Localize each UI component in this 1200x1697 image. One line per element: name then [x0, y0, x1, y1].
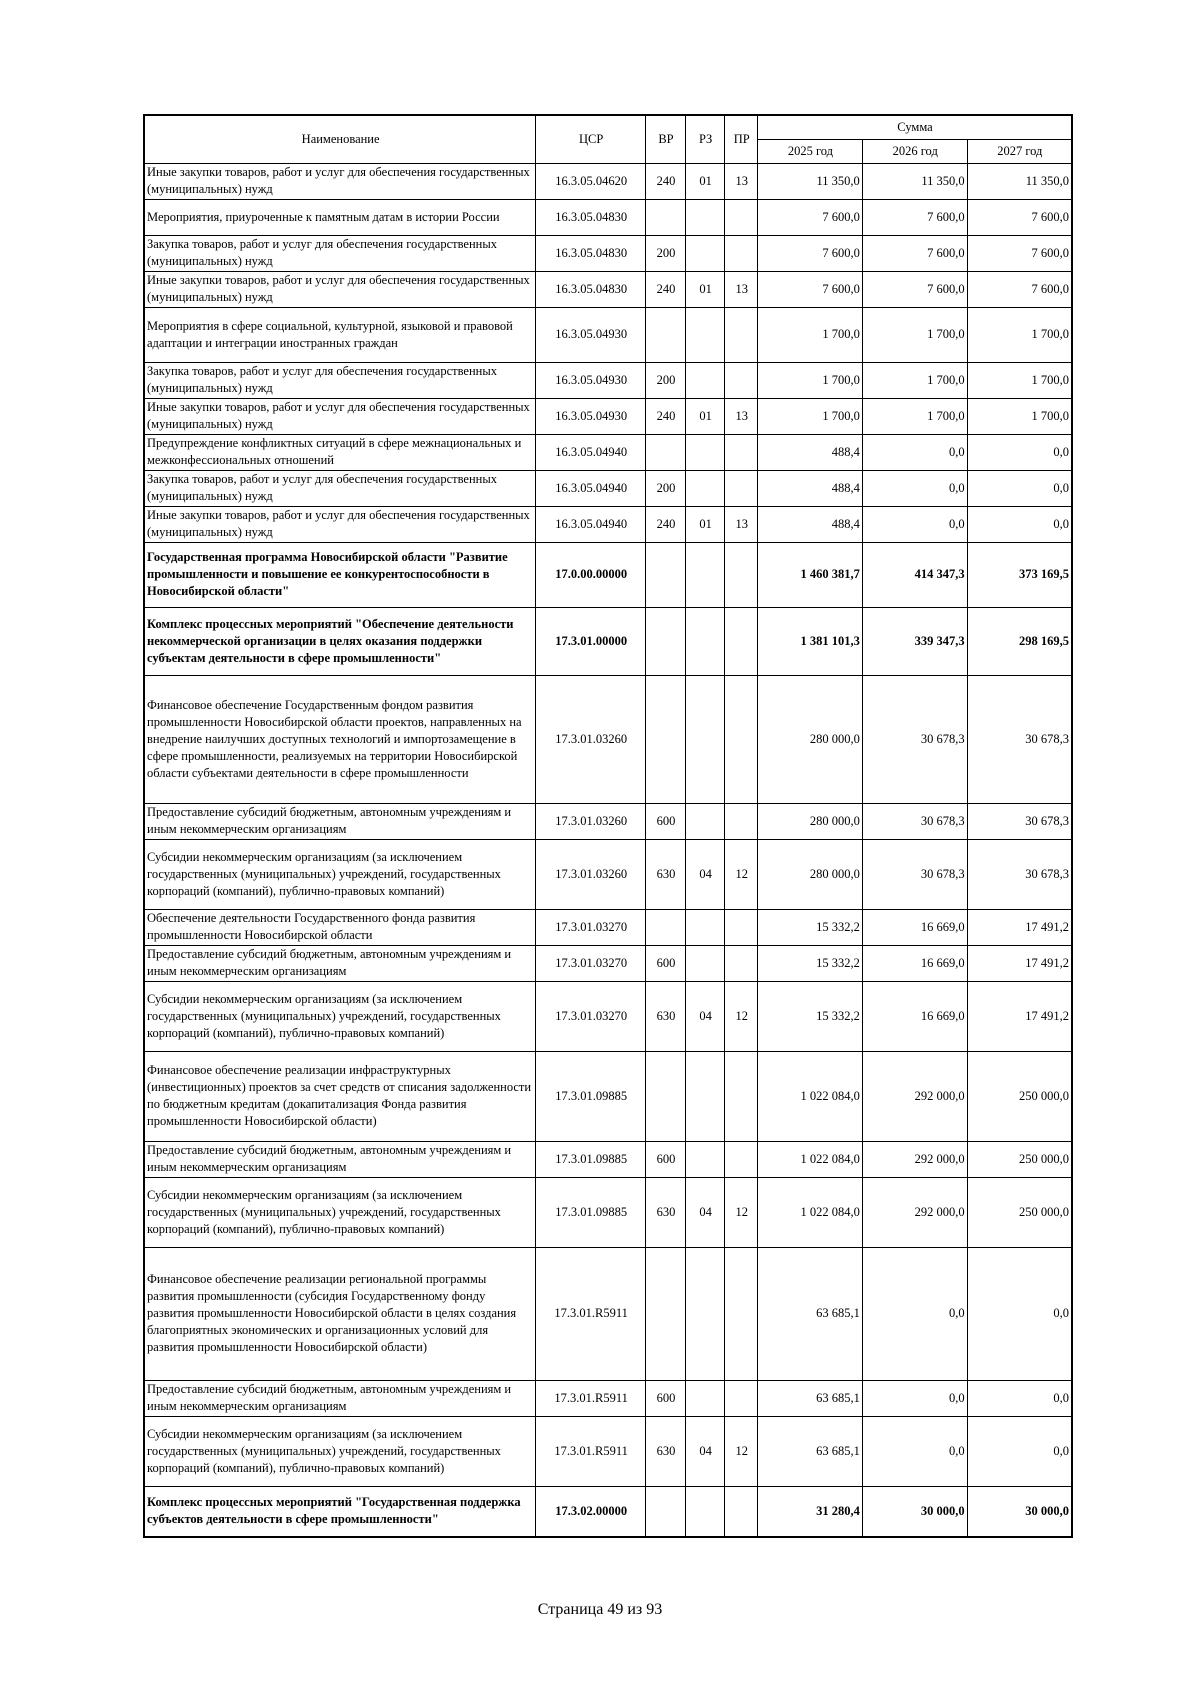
- row-pr: [725, 235, 758, 271]
- table-row: [144, 1141, 1072, 1177]
- row-amount-2027: 17 491,2: [967, 909, 1072, 945]
- row-name: Предоставление субсидий бюджетным, автономным учреждениям и иным некоммерческим организациям: [144, 1141, 536, 1177]
- row-vr: [646, 1486, 686, 1537]
- row-csr: 17.3.01.03260: [536, 803, 646, 839]
- table-row: [144, 909, 1072, 945]
- row-amount-2027: 0,0: [967, 1380, 1072, 1416]
- row-pr: [725, 1051, 758, 1141]
- row-name: Иные закупки товаров, работ и услуг для обеспечения государственных (муниципальных) нужд: [144, 398, 536, 434]
- row-name: Мероприятия, приуроченные к памятным датам в истории России: [144, 199, 536, 235]
- table-row: [144, 307, 1072, 362]
- row-vr: [646, 909, 686, 945]
- row-pr: [725, 1380, 758, 1416]
- row-csr: 17.3.01.R5911: [536, 1380, 646, 1416]
- row-rz: [685, 1380, 725, 1416]
- row-pr: [725, 1486, 758, 1537]
- row-rz: [685, 1051, 725, 1141]
- row-amount-2027: 30 678,3: [967, 839, 1072, 909]
- row-amount-2026: 7 600,0: [862, 199, 967, 235]
- row-rz: [685, 199, 725, 235]
- row-amount-2025: 488,4: [758, 470, 863, 506]
- row-rz: [685, 362, 725, 398]
- row-csr: 17.3.01.09885: [536, 1177, 646, 1247]
- row-amount-2026: 1 700,0: [862, 307, 967, 362]
- row-rz: [685, 307, 725, 362]
- row-amount-2025: 1 700,0: [758, 398, 863, 434]
- row-csr: 17.3.02.00000: [536, 1486, 646, 1537]
- row-amount-2025: 63 685,1: [758, 1380, 863, 1416]
- row-amount-2025: 11 350,0: [758, 163, 863, 199]
- row-name: Предоставление субсидий бюджетным, автономным учреждениям и иным некоммерческим организациям: [144, 1380, 536, 1416]
- page-number: Страница 49 из 93: [537, 1601, 663, 1618]
- row-amount-2026: 30 678,3: [862, 803, 967, 839]
- table-row: [144, 271, 1072, 307]
- row-pr: 13: [725, 271, 758, 307]
- row-amount-2027: 0,0: [967, 1416, 1072, 1486]
- row-name: Государственная программа Новосибирской области "Развитие промышленности и повышение ее конкурентоспособности в Новосибирской области": [144, 542, 536, 607]
- row-csr: 17.3.01.09885: [536, 1141, 646, 1177]
- row-vr: [646, 675, 686, 803]
- row-pr: [725, 434, 758, 470]
- row-vr: 240: [646, 271, 686, 307]
- header-sum: Сумма: [758, 115, 1072, 139]
- row-amount-2025: 1 381 101,3: [758, 607, 863, 675]
- row-amount-2025: 15 332,2: [758, 981, 863, 1051]
- row-rz: [685, 607, 725, 675]
- row-pr: 12: [725, 1177, 758, 1247]
- row-amount-2026: 0,0: [862, 434, 967, 470]
- row-name: Закупка товаров, работ и услуг для обеспечения государственных (муниципальных) нужд: [144, 470, 536, 506]
- row-pr: [725, 1247, 758, 1380]
- row-amount-2027: 1 700,0: [967, 362, 1072, 398]
- row-csr: 16.3.05.04930: [536, 307, 646, 362]
- row-name: Финансовое обеспечение Государственным фондом развития промышленности Новосибирской области проектов, направленных на внедрение наилучших доступных технологий и импортозамещение в сфере промышленности, реализуемых на территории Новосибирской области субъектами деятельности в сфере промышленности: [144, 675, 536, 803]
- row-name: Иные закупки товаров, работ и услуг для обеспечения государственных (муниципальных) нужд: [144, 506, 536, 542]
- row-amount-2025: 1 700,0: [758, 362, 863, 398]
- row-amount-2025: 1 022 084,0: [758, 1177, 863, 1247]
- row-amount-2027: 30 678,3: [967, 803, 1072, 839]
- row-amount-2027: 250 000,0: [967, 1141, 1072, 1177]
- row-csr: 16.3.05.04930: [536, 362, 646, 398]
- row-amount-2027: 30 678,3: [967, 675, 1072, 803]
- row-csr: 16.3.05.04620: [536, 163, 646, 199]
- row-rz: 04: [685, 981, 725, 1051]
- row-pr: [725, 803, 758, 839]
- table-row: [144, 803, 1072, 839]
- table-row: [144, 981, 1072, 1051]
- row-pr: [725, 675, 758, 803]
- row-rz: [685, 470, 725, 506]
- row-name: Субсидии некоммерческим организациям (за исключением государственных (муниципальных) учреждений, государственных корпораций (компаний), публично-правовых компаний): [144, 981, 536, 1051]
- row-amount-2027: 30 000,0: [967, 1486, 1072, 1537]
- row-pr: 12: [725, 839, 758, 909]
- row-amount-2026: 339 347,3: [862, 607, 967, 675]
- row-amount-2026: 0,0: [862, 1416, 967, 1486]
- row-amount-2027: 1 700,0: [967, 307, 1072, 362]
- row-csr: 16.3.05.04830: [536, 199, 646, 235]
- table-row: [144, 1416, 1072, 1486]
- table-body: [144, 163, 1072, 1537]
- row-name: Предупреждение конфликтных ситуаций в сфере межнациональных и межконфессиональных отношений: [144, 434, 536, 470]
- row-vr: 200: [646, 362, 686, 398]
- row-amount-2026: 0,0: [862, 1247, 967, 1380]
- row-amount-2025: 1 460 381,7: [758, 542, 863, 607]
- row-amount-2026: 292 000,0: [862, 1177, 967, 1247]
- row-rz: [685, 803, 725, 839]
- row-name: Субсидии некоммерческим организациям (за исключением государственных (муниципальных) учреждений, государственных корпораций (компаний), публично-правовых компаний): [144, 1177, 536, 1247]
- row-amount-2025: 280 000,0: [758, 803, 863, 839]
- row-pr: 12: [725, 1416, 758, 1486]
- row-amount-2026: 414 347,3: [862, 542, 967, 607]
- row-pr: [725, 607, 758, 675]
- row-amount-2026: 0,0: [862, 506, 967, 542]
- row-amount-2026: 16 669,0: [862, 909, 967, 945]
- row-rz: [685, 542, 725, 607]
- row-amount-2025: 1 022 084,0: [758, 1051, 863, 1141]
- row-amount-2026: 1 700,0: [862, 362, 967, 398]
- table-row: [144, 542, 1072, 607]
- row-amount-2027: 7 600,0: [967, 271, 1072, 307]
- row-amount-2025: 31 280,4: [758, 1486, 863, 1537]
- row-amount-2025: 63 685,1: [758, 1416, 863, 1486]
- row-rz: 01: [685, 271, 725, 307]
- table-row: [144, 199, 1072, 235]
- row-amount-2027: 0,0: [967, 506, 1072, 542]
- row-vr: 600: [646, 945, 686, 981]
- row-vr: [646, 607, 686, 675]
- row-amount-2026: 11 350,0: [862, 163, 967, 199]
- row-csr: 17.3.01.09885: [536, 1051, 646, 1141]
- row-amount-2025: 1 022 084,0: [758, 1141, 863, 1177]
- row-amount-2027: 0,0: [967, 1247, 1072, 1380]
- row-amount-2027: 7 600,0: [967, 199, 1072, 235]
- row-name: Финансовое обеспечение реализации региональной программы развития промышленности (субсидия Государственному фонду развития промышленности Новосибирской области в целях создания благоприятных экономических и организационных условий для развития промышленности Новосибирской области): [144, 1247, 536, 1380]
- row-pr: 13: [725, 506, 758, 542]
- row-name: Иные закупки товаров, работ и услуг для обеспечения государственных (муниципальных) нужд: [144, 163, 536, 199]
- row-rz: 04: [685, 1177, 725, 1247]
- table-row: [144, 1247, 1072, 1380]
- header-rz: РЗ: [685, 115, 725, 163]
- row-amount-2026: 7 600,0: [862, 235, 967, 271]
- row-name: Иные закупки товаров, работ и услуг для обеспечения государственных (муниципальных) нужд: [144, 271, 536, 307]
- row-amount-2027: 0,0: [967, 470, 1072, 506]
- row-pr: [725, 909, 758, 945]
- row-csr: 16.3.05.04940: [536, 506, 646, 542]
- row-amount-2025: 1 700,0: [758, 307, 863, 362]
- row-rz: [685, 675, 725, 803]
- row-amount-2025: 7 600,0: [758, 271, 863, 307]
- row-vr: 600: [646, 1380, 686, 1416]
- row-csr: 17.3.01.03270: [536, 909, 646, 945]
- row-name: Субсидии некоммерческим организациям (за исключением государственных (муниципальных) учреждений, государственных корпораций (компаний), публично-правовых компаний): [144, 839, 536, 909]
- row-amount-2025: 7 600,0: [758, 199, 863, 235]
- row-csr: 17.3.01.03270: [536, 945, 646, 981]
- row-amount-2025: 15 332,2: [758, 909, 863, 945]
- table-row: [144, 235, 1072, 271]
- row-name: Субсидии некоммерческим организациям (за исключением государственных (муниципальных) учреждений, государственных корпораций (компаний), публично-правовых компаний): [144, 1416, 536, 1486]
- row-vr: 240: [646, 398, 686, 434]
- row-amount-2027: 0,0: [967, 434, 1072, 470]
- row-amount-2026: 16 669,0: [862, 981, 967, 1051]
- row-csr: 16.3.05.04830: [536, 271, 646, 307]
- row-amount-2026: 30 678,3: [862, 675, 967, 803]
- header-pr: ПР: [725, 115, 758, 163]
- row-csr: 16.3.05.04940: [536, 434, 646, 470]
- table-row: [144, 1051, 1072, 1141]
- row-rz: [685, 434, 725, 470]
- row-pr: [725, 199, 758, 235]
- table-row: [144, 362, 1072, 398]
- table-row: [144, 1486, 1072, 1537]
- row-pr: [725, 307, 758, 362]
- row-amount-2025: 488,4: [758, 434, 863, 470]
- row-name: Предоставление субсидий бюджетным, автономным учреждениям и иным некоммерческим организациям: [144, 803, 536, 839]
- row-name: Комплекс процессных мероприятий "Обеспечение деятельности некоммерческой организации в целях оказания поддержки субъектам деятельности в сфере промышленности": [144, 607, 536, 675]
- row-amount-2027: 1 700,0: [967, 398, 1072, 434]
- row-rz: [685, 1141, 725, 1177]
- row-pr: [725, 470, 758, 506]
- row-pr: [725, 542, 758, 607]
- row-name: Обеспечение деятельности Государственного фонда развития промышленности Новосибирской области: [144, 909, 536, 945]
- row-vr: 240: [646, 163, 686, 199]
- row-amount-2026: 0,0: [862, 1380, 967, 1416]
- row-amount-2025: 15 332,2: [758, 945, 863, 981]
- row-rz: 04: [685, 1416, 725, 1486]
- row-name: Финансовое обеспечение реализации инфраструктурных (инвестиционных) проектов за счет средств от списания задолженности по бюджетным кредитам (докапитализация Фонда развития промышленности Новосибирской области): [144, 1051, 536, 1141]
- table-row: [144, 839, 1072, 909]
- row-name: Закупка товаров, работ и услуг для обеспечения государственных (муниципальных) нужд: [144, 362, 536, 398]
- row-name: Закупка товаров, работ и услуг для обеспечения государственных (муниципальных) нужд: [144, 235, 536, 271]
- table-row: [144, 675, 1072, 803]
- row-pr: 13: [725, 398, 758, 434]
- row-amount-2026: 0,0: [862, 470, 967, 506]
- row-csr: 17.3.01.03260: [536, 675, 646, 803]
- row-rz: 01: [685, 163, 725, 199]
- row-csr: 17.0.00.00000: [536, 542, 646, 607]
- row-amount-2025: 280 000,0: [758, 839, 863, 909]
- row-csr: 17.3.01.R5911: [536, 1416, 646, 1486]
- budget-table: [143, 114, 1073, 1538]
- row-csr: 17.3.01.00000: [536, 607, 646, 675]
- row-amount-2025: 280 000,0: [758, 675, 863, 803]
- table-row: [144, 945, 1072, 981]
- row-rz: [685, 1486, 725, 1537]
- row-amount-2027: 373 169,5: [967, 542, 1072, 607]
- row-rz: [685, 945, 725, 981]
- row-vr: 630: [646, 1416, 686, 1486]
- row-amount-2027: 7 600,0: [967, 235, 1072, 271]
- row-rz: 01: [685, 506, 725, 542]
- row-pr: [725, 362, 758, 398]
- row-pr: [725, 945, 758, 981]
- row-amount-2026: 16 669,0: [862, 945, 967, 981]
- row-vr: 600: [646, 1141, 686, 1177]
- row-rz: 04: [685, 839, 725, 909]
- row-rz: 01: [685, 398, 725, 434]
- row-amount-2027: 17 491,2: [967, 945, 1072, 981]
- row-csr: 17.3.01.03260: [536, 839, 646, 909]
- table-row: [144, 398, 1072, 434]
- row-pr: 13: [725, 163, 758, 199]
- row-vr: 630: [646, 981, 686, 1051]
- row-vr: [646, 307, 686, 362]
- row-amount-2027: 17 491,2: [967, 981, 1072, 1051]
- row-name: Мероприятия в сфере социальной, культурной, языковой и правовой адаптации и интеграции иностранных граждан: [144, 307, 536, 362]
- row-pr: 12: [725, 981, 758, 1051]
- row-vr: 200: [646, 470, 686, 506]
- row-amount-2025: 488,4: [758, 506, 863, 542]
- table-row: [144, 434, 1072, 470]
- table-row: [144, 607, 1072, 675]
- row-amount-2026: 30 000,0: [862, 1486, 967, 1537]
- header-year-2026: 2026 год: [862, 139, 967, 163]
- row-name: Комплекс процессных мероприятий "Государственная поддержка субъектов деятельности в сфере промышленности": [144, 1486, 536, 1537]
- row-csr: 16.3.05.04930: [536, 398, 646, 434]
- row-vr: [646, 434, 686, 470]
- row-rz: [685, 1247, 725, 1380]
- row-amount-2025: 63 685,1: [758, 1247, 863, 1380]
- header-year-2025: 2025 год: [758, 139, 863, 163]
- table-row: [144, 470, 1072, 506]
- row-vr: 630: [646, 839, 686, 909]
- row-amount-2027: 11 350,0: [967, 163, 1072, 199]
- row-pr: [725, 1141, 758, 1177]
- row-amount-2025: 7 600,0: [758, 235, 863, 271]
- table-row: [144, 506, 1072, 542]
- header-name: Наименование: [144, 115, 536, 163]
- row-vr: [646, 1247, 686, 1380]
- row-csr: 17.3.01.03270: [536, 981, 646, 1051]
- row-vr: [646, 542, 686, 607]
- row-csr: 16.3.05.04830: [536, 235, 646, 271]
- row-amount-2027: 250 000,0: [967, 1177, 1072, 1247]
- row-amount-2027: 298 169,5: [967, 607, 1072, 675]
- row-name: Предоставление субсидий бюджетным, автономным учреждениям и иным некоммерческим организациям: [144, 945, 536, 981]
- table-row: [144, 1380, 1072, 1416]
- row-vr: 600: [646, 803, 686, 839]
- row-vr: [646, 1051, 686, 1141]
- row-amount-2026: 292 000,0: [862, 1051, 967, 1141]
- row-rz: [685, 235, 725, 271]
- table-row: [144, 163, 1072, 199]
- row-amount-2026: 7 600,0: [862, 271, 967, 307]
- row-vr: 630: [646, 1177, 686, 1247]
- row-amount-2026: 1 700,0: [862, 398, 967, 434]
- row-vr: 200: [646, 235, 686, 271]
- row-amount-2027: 250 000,0: [967, 1051, 1072, 1141]
- row-vr: [646, 199, 686, 235]
- header-year-2027: 2027 год: [967, 139, 1072, 163]
- table-row: [144, 1177, 1072, 1247]
- row-csr: 17.3.01.R5911: [536, 1247, 646, 1380]
- header-csr: ЦСР: [536, 115, 646, 163]
- header-vr: ВР: [646, 115, 686, 163]
- row-amount-2026: 292 000,0: [862, 1141, 967, 1177]
- row-rz: [685, 909, 725, 945]
- row-csr: 16.3.05.04940: [536, 470, 646, 506]
- row-amount-2026: 30 678,3: [862, 839, 967, 909]
- row-vr: 240: [646, 506, 686, 542]
